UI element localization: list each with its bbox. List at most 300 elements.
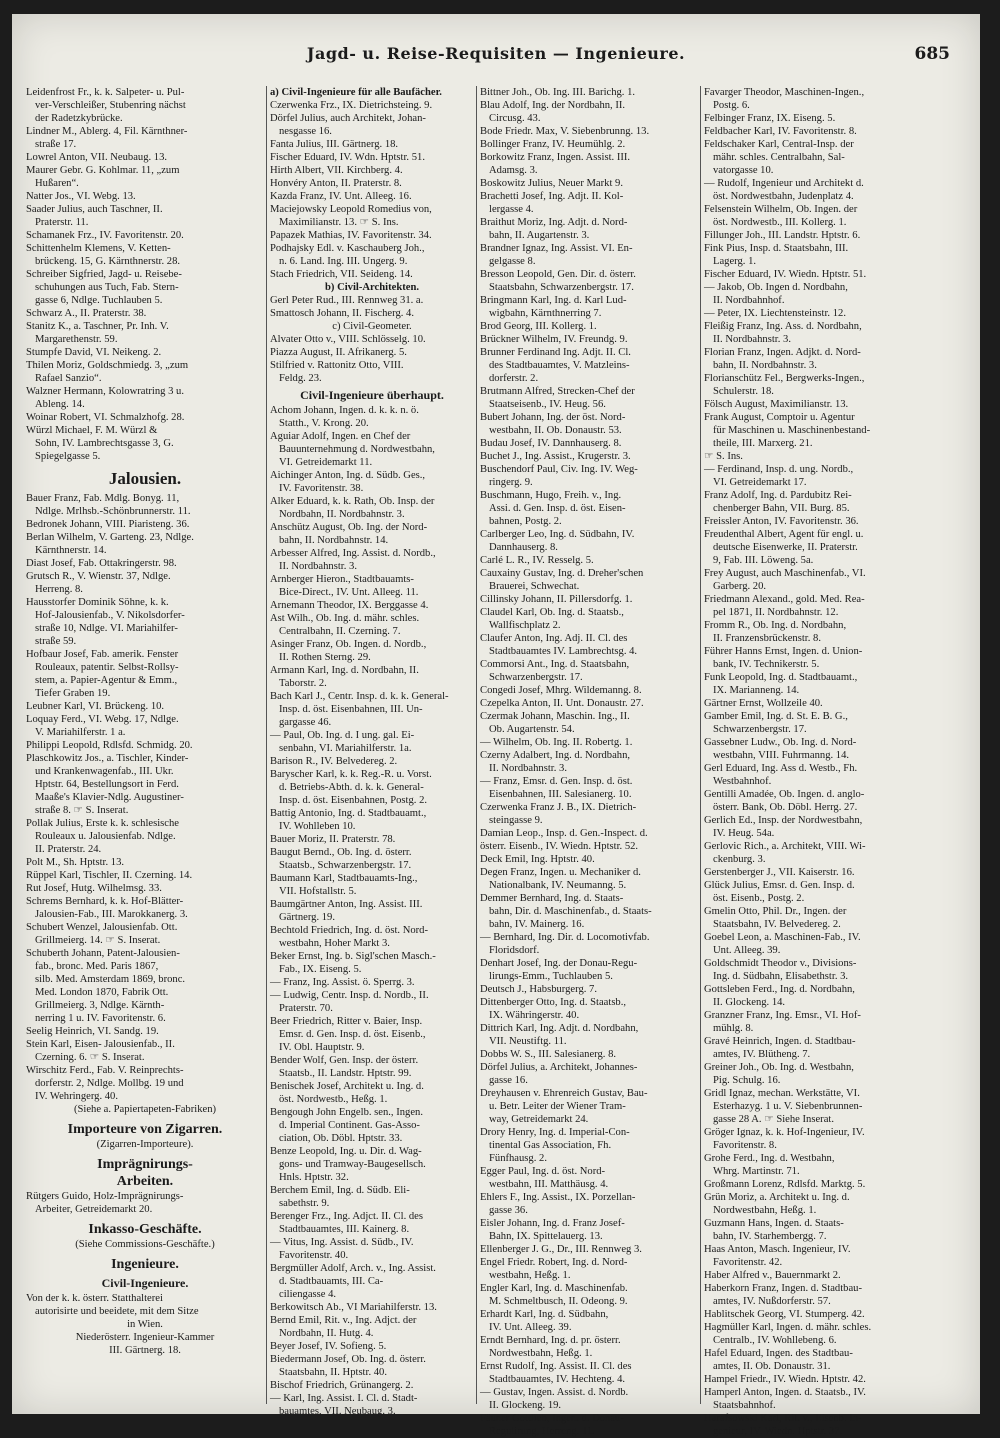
entry-line: VII. Hofstallstr. 5.	[279, 886, 357, 897]
entry-line: öst. Nordwestb., Heßg. 1.	[279, 1094, 388, 1105]
entry-line: Woinar Robert, VI. Schmalzhofg. 28.	[26, 412, 185, 423]
entry-line: Philippi Leopold, Rdlsfd. Schmidg. 20.	[26, 740, 193, 751]
entry-line: Brandner Ignaz, Ing. Assist. VI. En-	[480, 243, 633, 254]
entry-line: amtes, IV. Nußdorferstr. 57.	[713, 1296, 831, 1307]
entry-line: Felbinger Franz, IX. Eiseng. 5.	[704, 113, 836, 124]
entry-line: Berlan Wilhelm, V. Garteng. 23, Ndlge.	[26, 532, 194, 543]
entry-line: Ableng. 14.	[35, 399, 85, 410]
entry-line: Grutsch R., V. Wienstr. 37, Ndlge.	[26, 571, 171, 582]
entry-line: Staatsbahn, II. Hptstr. 40.	[279, 1367, 387, 1378]
entry-line: II. Franzensbrückenstr. 8.	[713, 633, 821, 644]
entry-line: schuhungen aus Tuch, Fab. Stern-	[35, 282, 179, 293]
entry-line: Czerwenka Frz., IX. Dietrichsteing. 9.	[270, 100, 433, 111]
section-heading: Imprägnirungs-	[97, 1157, 193, 1172]
entry-line: Thilen Moriz, Goldschmiedg. 3, „zum	[26, 360, 189, 371]
entry-line: VII. Neustiftg. 11.	[489, 1036, 567, 1047]
entry-line: Gröger Ignaz, k. k. Hof-Ingenieur, IV.	[704, 1127, 865, 1138]
entry-line: Funk Leopold, Ing. d. Stadtbauamt.,	[704, 672, 858, 683]
entry-line: Brachetti Josef, Ing. Adjt. II. Kol-	[480, 191, 624, 202]
entry-line: Czerning. 6. ☞ S. Inserat.	[35, 1052, 145, 1063]
entry-line: — Franz, Ing. Assist. ö. Sperrg. 3.	[270, 977, 415, 988]
entry-line: Fillunger Joh., III. Landstr. Hptstr. 6.	[704, 230, 861, 241]
entry-line: Bittner Joh., Ob. Ing. III. Barichg. 1.	[480, 87, 636, 98]
entry-line: fab., bronc. Med. Paris 1867,	[35, 961, 159, 972]
entry-line: Bengough John Engelb. sen., Ingen.	[270, 1107, 423, 1118]
entry-line: gasse 28 A. ☞ Siehe Inserat.	[713, 1114, 835, 1125]
entry-line: Gerlovic Rich., a. Architekt, VIII. Wi-	[704, 841, 866, 852]
entry-line: — Jakob, Ob. Ingen d. Nordbahn,	[704, 282, 848, 293]
entry-line: Dreyhausen v. Ehrenreich Gustav, Bau-	[480, 1088, 648, 1099]
entry-line: Granzner Franz, Ing. Emsr., VI. Hof-	[704, 1010, 861, 1021]
entry-line: Kazda Franz, IV. Unt. Alleeg. 16.	[270, 191, 412, 202]
entry-line: und Krankenwagenfab., III. Ukr.	[35, 766, 174, 777]
entry-line: (Zigarren-Importeure).	[96, 1139, 194, 1150]
entry-line: Favoritenstr. 42.	[713, 1257, 783, 1268]
entry-line: Blau Adolf, Ing. der Nordbahn, II.	[480, 100, 626, 111]
entry-line: Haberkorn Franz, Ingen. d. Stadtbau-	[704, 1283, 862, 1294]
entry-line: Schulerstr. 18.	[713, 386, 774, 397]
entry-line: Sohn, IV. Lambrechtsgasse 3, G.	[35, 438, 174, 449]
entry-line: mähr. schles. Centralbahn, Sal-	[713, 152, 845, 163]
entry-line: straße 8. ☞ S. Inserat.	[35, 805, 129, 816]
entry-line: Schittenhelm Klemens, V. Ketten-	[26, 243, 171, 254]
entry-line: Eisler Johann, Ing. d. Franz Josef-	[480, 1218, 625, 1229]
entry-line: Bauer Moriz, II. Praterstr. 78.	[270, 834, 396, 845]
entry-line: Staatseisenb., IV. Heug. 56.	[489, 399, 606, 410]
entry-line: öst. Nordwestbahn, Judenplatz 4.	[713, 191, 854, 202]
entry-line: Favoritenstr. 40.	[279, 1250, 349, 1261]
entry-line: Pollak Julius, Erste k. k. schlesische	[26, 818, 180, 829]
entry-line: Ernst Rudolf, Ing. Assist. II. Cl. des	[480, 1361, 632, 1372]
entry-line: Fäuner Gottlieb, Ingen. d. Donau-	[480, 1413, 624, 1424]
entry-line: amtes, II. Ob. Donaustr. 31.	[713, 1361, 831, 1372]
entry-line: Berchem Emil, Ing. d. Südb. Eli-	[270, 1185, 410, 1196]
entry-line: Fink Pius, Insp. d. Staatsbahn, III.	[704, 243, 849, 254]
entry-line: Carlberger Leo, Ing. d. Südbahn, IV.	[480, 529, 635, 540]
entry-line: Stanitz K., a. Taschner, Pr. Inh. V.	[26, 321, 169, 332]
entry-line: bahn, IV. Mainerg. 16.	[489, 919, 585, 930]
entry-line: straße 17.	[35, 139, 77, 150]
entry-line: Ellenberger J. G., Dr., III. Rennweg 3.	[480, 1244, 642, 1255]
entry-line: Arbesser Alfred, Ing. Assist. d. Nordb.,	[270, 548, 436, 559]
entry-line: (Siehe Commissions-Geschäfte.)	[75, 1239, 215, 1250]
entry-line: Podhajsky Edl. v. Kaschauberg Joh.,	[270, 243, 425, 254]
entry-line: Lowrel Anton, VII. Neubaug. 13.	[26, 152, 168, 163]
entry-line: gasse 36.	[489, 1205, 528, 1216]
entry-line: Berkowitsch Ab., VI Mariahilferstr. 13.	[270, 1302, 437, 1313]
entry-line: Tiefer Graben 19.	[35, 688, 111, 699]
entry-line: a) Civil-Ingenieure für alle Baufächer.	[270, 87, 442, 98]
entry-line: Feldschaker Karl, Central-Insp. der	[704, 139, 854, 150]
entry-line: Arbeiter, Getreidemarkt 20.	[35, 1204, 153, 1215]
entry-line: Nordwestbahn, Heßg. 1.	[489, 1348, 593, 1359]
entry-line: Felsenstein Wilhelm, Ob. Ingen. der	[704, 204, 858, 215]
entry-line: II. Glockeng. 14.	[713, 997, 786, 1008]
entry-line: Hampel Friedr., IV. Wiedn. Hptstr. 42.	[704, 1374, 866, 1385]
entry-line: Stilfried v. Rattonitz Otto, VIII.	[270, 360, 404, 371]
entry-line: (Siehe a. Papiertapeten-Fabriken)	[73, 1104, 217, 1115]
entry-line: — Vitus, Ing. Assist. d. Südb., IV.	[270, 1237, 414, 1248]
entry-line: gelgasse 8.	[489, 256, 536, 267]
entry-line: bahn, II. Nordbahnstr. 3.	[713, 360, 817, 371]
entry-line: Deutsch J., Habsburgerg. 7.	[480, 984, 598, 995]
entry-line: Staatsb., II. Landstr. Hptstr. 99.	[279, 1068, 412, 1079]
entry-line: Aguiar Adolf, Ingen. en Chef der	[270, 431, 411, 442]
entry-line: theile, III. Marxerg. 21.	[713, 438, 813, 449]
entry-line: Fünfhausg. 2.	[489, 1153, 547, 1164]
entry-line: stem, a. Papier-Agentur & Emm.,	[35, 675, 178, 686]
entry-line: II. Glockeng. 19.	[489, 1400, 562, 1411]
entry-line: III. Gärtnerg. 18.	[109, 1345, 181, 1356]
entry-line: c) Civil-Geometer.	[332, 321, 412, 332]
entry-line: Frey August, auch Maschinenfab., VI.	[704, 568, 866, 579]
entry-line: Bahn, IX. Spittelauerg. 13.	[489, 1231, 603, 1242]
entry-line: gons- und Tramway-Baugesellsch.	[279, 1159, 426, 1170]
entry-line: Beer Friedrich, Ritter v. Baier, Insp.	[270, 1016, 423, 1027]
entry-line: ckenburg. 3.	[713, 854, 766, 865]
entry-line: Barison R., IV. Belvedereg. 2.	[270, 756, 398, 767]
entry-line: Hptstr. 64, Bestellungsort in Ferd.	[35, 779, 179, 790]
entry-line: Kärnthnerstr. 14.	[35, 545, 107, 556]
entry-line: Bernd Emil, Rit. v., Ing. Adjct. der	[270, 1315, 417, 1326]
entry-line: Alvater Otto v., VIII. Schlösselg. 10.	[270, 334, 426, 345]
entry-line: Bringmann Karl, Ing. d. Karl Lud-	[480, 295, 627, 306]
entry-line: Bice-Direct., IV. Unt. Alleeg. 11.	[279, 587, 419, 598]
entry-line: Praterstr. 70.	[279, 1003, 333, 1014]
entry-line: Glück Julius, Emsr. d. Gen. Insp. d.	[704, 880, 855, 891]
entry-line: Rafael Sanzio“.	[35, 373, 102, 384]
entry-line: Staatsbahn, IV. Belvedereg. 2.	[713, 919, 841, 930]
entry-line: steingasse 9.	[489, 815, 543, 826]
entry-line: Hußaren“.	[35, 178, 79, 189]
entry-line: Papazek Mathias, IV. Favoritenstr. 34.	[270, 230, 432, 241]
entry-line: Rouleaux u. Jalousienfab. Ndlge.	[35, 831, 176, 842]
entry-line: Aichinger Anton, Ing. d. Südb. Ges.,	[270, 470, 426, 481]
entry-line: 9, Fab. III. Löweng. 5a.	[713, 555, 814, 566]
entry-line: Emsr. d. Gen. Insp. d. öst. Eisenb.,	[279, 1029, 426, 1040]
entry-line: — Paul, Ob. Ing. d. I ung. gal. Ei-	[270, 730, 415, 741]
entry-line: — Wilhelm, Ob. Ing. II. Robertg. 1.	[480, 737, 633, 748]
entry-line: d. Imperial Continent. Gas-Asso-	[279, 1120, 420, 1131]
entry-line: Hamperl Anton, Ingen. d. Staatsb., IV.	[704, 1387, 866, 1398]
entry-line: Buchet J., Ing. Assist., Krugerstr. 3.	[480, 451, 631, 462]
entry-line: Bechtold Friedrich, Ing. d. öst. Nord-	[270, 925, 428, 936]
entry-line: Dörfel Julius, a. Architekt, Johannes-	[480, 1062, 638, 1073]
entry-line: Borkowitz Franz, Ingen. Assist. III.	[480, 152, 631, 163]
entry-line: Ndlge. Mrlhsb.-Schönbrunnerstr. 11.	[35, 506, 191, 517]
entry-line: senbahn, VI. Mariahilferstr. 1a.	[279, 743, 412, 754]
entry-line: Stach Friedrich, VII. Seideng. 14.	[270, 269, 413, 280]
entry-line: Asinger Franz, Ob. Ingen. d. Nordb.,	[270, 639, 427, 650]
entry-line: IX. Währingerstr. 40.	[489, 1010, 580, 1021]
entry-line: Schuberth Johann, Patent-Jalousien-	[26, 948, 180, 959]
entry-line: Staatsb., Schwarzenbergstr. 17.	[279, 860, 412, 871]
entry-line: Bischof Friedrich, Grünangerg. 2.	[270, 1380, 414, 1391]
entry-line: Brunner Ferdinand Ing. Adjt. II. Cl.	[480, 347, 631, 358]
entry-line: II. Nordbahnstr. 3.	[713, 334, 791, 345]
entry-line: Unt. Alleeg. 39.	[713, 945, 781, 956]
entry-line: Drory Henry, Ing. d. Imperial-Con-	[480, 1127, 630, 1138]
entry-line: Staatsbahn, Schwarzenbergstr. 17.	[489, 282, 634, 293]
entry-line: Hagmüller Karl, Ingen. d. mähr. schles.	[704, 1322, 872, 1333]
entry-line: Westbahnhof.	[713, 776, 772, 787]
entry-line: Bauunternehmung d. Nordwestbahn,	[279, 444, 435, 455]
entry-line: Dannhauserg. 8.	[489, 542, 558, 553]
entry-line: Harafsowski Karl, Rit. v., Eisenb. In-	[704, 1413, 862, 1424]
column-3	[476, 86, 698, 1437]
entry-line: Congedi Josef, Mhrg. Wildemanng. 8.	[480, 685, 642, 696]
entry-line: Erndt Bernhard, Ing. d. pr. österr.	[480, 1335, 621, 1346]
entry-line: Garberg. 20.	[713, 581, 767, 592]
entry-line: Gamber Emil, Ing. d. St. E. B. G.,	[704, 711, 848, 722]
entry-line: Saader Julius, auch Taschner, II.	[26, 204, 163, 215]
entry-line: Rüppel Karl, Tischler, II. Czerning. 14.	[26, 870, 193, 881]
entry-line: Rütgers Guido, Holz-Imprägnirungs-	[26, 1191, 184, 1202]
entry-line: ver-Verschleißer, Stubenring nächst	[35, 100, 186, 111]
entry-line: Smattosch Johann, II. Fischerg. 4.	[270, 308, 414, 319]
entry-line: Favoritenstr. 8.	[713, 1140, 777, 1151]
entry-line: IV. Wohlleben 10.	[279, 821, 356, 832]
entry-line: Benze Leopold, Ing. u. Dir. d. Wag-	[270, 1146, 422, 1157]
entry-line: Centralb., IV. Wohllebeng. 6.	[713, 1335, 837, 1346]
entry-line: Guzmann Hans, Ingen. d. Staats-	[704, 1218, 844, 1229]
entry-line: Stumpfe David, VI. Neikeng. 2.	[26, 347, 162, 358]
entry-line: Lindner M., Ablerg. 4, Fil. Kärnthner-	[26, 126, 188, 137]
entry-line: Damian Leop., Insp. d. Gen.-Inspect. d.	[480, 828, 648, 839]
entry-line: silb. Med. Amsterdam 1869, bronc.	[35, 974, 186, 985]
entry-line: Czermak Johann, Maschin. Ing., II.	[480, 711, 630, 722]
entry-line: Cillinsky Johann, II. Pillersdorfg. 1.	[480, 594, 633, 605]
page-number: 685	[914, 44, 950, 64]
entry-line: Fromm R., Ob. Ing. d. Nordbahn,	[704, 620, 847, 631]
entry-line: Gerlich Ed., Insp. der Nordwestbahn,	[704, 815, 863, 826]
entry-line: Alker Eduard, k. k. Rath, Ob. Insp. der	[270, 496, 435, 507]
entry-line: Spiegelgasse 5.	[35, 451, 101, 462]
entry-line: Pig. Schulg. 16.	[713, 1075, 781, 1086]
entry-line: Baugut Bernd., Ob. Ing. d. österr.	[270, 847, 412, 858]
entry-line: Gassebner Ludw., Ob. Ing. d. Nord-	[704, 737, 857, 748]
entry-line: gasse 6, Ndlge. Tuchlauben 5.	[35, 295, 163, 306]
entry-line: Gravé Heinrich, Ingen. d. Stadtbau-	[704, 1036, 856, 1047]
entry-line: Fölsch August, Maximilianstr. 13.	[704, 399, 849, 410]
entry-line: Wallfischplatz 2.	[489, 620, 561, 631]
entry-line: Anschütz August, Ob. Ing. der Nord-	[270, 522, 428, 533]
entry-line: Hnls. Hptstr. 32.	[279, 1172, 349, 1183]
entry-line: Braithut Moriz, Ing. Adjt. d. Nord-	[480, 217, 628, 228]
entry-line: Postg. 6.	[713, 100, 750, 111]
entry-line: d. Stadtbauamts, III. Ca-	[279, 1276, 384, 1287]
entry-line: — Karl, Ing. Assist. I. Cl. d. Stadt-	[270, 1393, 418, 1404]
entry-line: öst. Eisenb., Postg. 2.	[713, 893, 805, 904]
entry-line: Dittenberger Otto, Ing. d. Staatsb.,	[480, 997, 627, 1008]
entry-line: amtes, IV. Blütheng. 7.	[713, 1049, 811, 1060]
entry-line: Favarger Theodor, Maschinen-Ingen.,	[704, 87, 865, 98]
entry-line: tinental Gas Association, Fh.	[489, 1140, 612, 1151]
entry-line: IV. Wehringerg. 40.	[35, 1091, 119, 1102]
entry-line: straße 59.	[35, 636, 77, 647]
entry-line: Gärtner Ernst, Wollzeile 40.	[704, 698, 823, 709]
entry-line: Florian Franz, Ingen. Adjkt. d. Nord-	[704, 347, 861, 358]
entry-line: Grillmeierg. 3, Ndlge. Kärnth-	[35, 1000, 165, 1011]
entry-line: Hablitschek Georg, VI. Stumperg. 42.	[704, 1309, 865, 1320]
entry-line: Arnberger Hieron., Stadtbauamts-	[270, 574, 414, 585]
entry-line: Bollinger Franz, IV. Heumühlg. 2.	[480, 139, 626, 150]
entry-line: Berenger Frz., Ing. Adjct. II. Cl. des	[270, 1211, 423, 1222]
entry-line: Carlé L. R., IV. Resselg. 5.	[480, 555, 594, 566]
column-2	[266, 86, 474, 1417]
entry-line: u. Betr. Leiter der Wiener Tram-	[489, 1101, 626, 1112]
entry-line: Wirschitz Ferd., Fab. V. Reinprechts-	[26, 1065, 184, 1076]
entry-line: Bresson Leopold, Gen. Dir. d. österr.	[480, 269, 636, 280]
entry-line: österr. Bank, Ob. Döbl. Herrg. 27.	[713, 802, 858, 813]
entry-line: Schreiber Sigfried, Jagd- u. Reisebe-	[26, 269, 182, 280]
entry-line: Fleißig Franz, Ing. Ass. d. Nordbahn,	[704, 321, 862, 332]
entry-line: nerring 1 u. IV. Favoritenstr. 6.	[35, 1013, 166, 1024]
section-heading: Arbeiten.	[116, 1174, 174, 1189]
entry-line: Stadtbauamtes IV. Lambrechtsg. 4.	[489, 646, 638, 657]
entry-line: der Radetzkybrücke.	[35, 113, 123, 124]
entry-line: Hof-Jalousienfab., V. Nikolsdorfer-	[35, 610, 185, 621]
entry-line: IX. Marianneng. 14.	[713, 685, 800, 696]
entry-line: chenberger Bahn, VII. Burg. 85.	[713, 503, 850, 514]
entry-line: Ehlers F., Ing. Assist., IX. Porzellan-	[480, 1192, 636, 1203]
entry-line: Florianschütz Fel., Bergwerks-Ingen.,	[704, 373, 865, 384]
entry-line: II. Nordbahnstr. 3.	[489, 763, 567, 774]
entry-line: Maciejowsky Leopold Romedius von,	[270, 204, 432, 215]
entry-line: Brückner Wilhelm, IV. Freundg. 9.	[480, 334, 628, 345]
entry-line: Leubner Karl, VI. Brückeng. 10.	[26, 701, 165, 712]
entry-line: Polt M., Sh. Hptstr. 13.	[26, 857, 125, 868]
entry-line: Seelig Heinrich, VI. Sandg. 19.	[26, 1026, 159, 1037]
entry-line: Dobbs W. S., III. Salesianerg. 8.	[480, 1049, 617, 1060]
entry-line: Leidenfrost Fr., k. k. Salpeter- u. Pul-	[26, 87, 185, 98]
entry-line: — Peter, IX. Liechtensteinstr. 12.	[704, 308, 846, 319]
entry-line: westbahn, III. Matthäusg. 4.	[489, 1179, 609, 1190]
entry-line: Ob. Augartenstr. 54.	[489, 724, 575, 735]
entry-line: Schwarzenbergstr. 17.	[713, 724, 807, 735]
entry-line: Bach Karl J., Centr. Insp. d. k. k. General-	[270, 691, 449, 702]
entry-line: Freissler Anton, IV. Favoritenstr. 36.	[704, 516, 859, 527]
entry-line: Assi. d. Gen. Insp. d. öst. Eisen-	[489, 503, 626, 514]
entry-line: deutsche Eisenwerke, II. Praterstr.	[713, 542, 858, 553]
entry-line: Esterhazyg. 1 u. V. Siebenbrunnen-	[713, 1101, 863, 1112]
entry-line: M. Schmeltbusch, II. Odeong. 9.	[489, 1296, 628, 1307]
entry-line: gasse 16.	[489, 1075, 528, 1086]
entry-line: Baumgärtner Anton, Ing. Assist. III.	[270, 899, 423, 910]
entry-line: autorisirte und beeidete, mit dem Sitze	[35, 1306, 199, 1317]
entry-line: VI. Getreidemarkt 17.	[713, 477, 807, 488]
entry-line: lirungs-Emm., Tuchlauben 5.	[489, 971, 613, 982]
entry-line: Brod Georg, III. Kollerg. 1.	[480, 321, 597, 332]
entry-line: Boskowitz Julius, Neuer Markt 9.	[480, 178, 624, 189]
entry-line: Baumann Karl, Stadtbauamts-Ing.,	[270, 873, 418, 884]
entry-line: Piazza August, II. Afrikanerg. 5.	[270, 347, 407, 358]
entry-line: westbahn, Hoher Markt 3.	[279, 938, 390, 949]
entry-line: d. Betriebs-Abth. d. k. k. General-	[279, 782, 424, 793]
entry-line: Natter Jos., VI. Webg. 13.	[26, 191, 136, 202]
entry-line: IV. Favoritenstr. 38.	[279, 483, 364, 494]
entry-line: Adamsg. 3.	[489, 165, 538, 176]
section-heading: Inkasso-Geschäfte.	[88, 1222, 202, 1237]
entry-line: Schwarzenbergstr. 17.	[489, 672, 583, 683]
entry-line: Schwarz A., II. Praterstr. 38.	[26, 308, 147, 319]
entry-line: Floridsdorf.	[489, 945, 540, 956]
entry-line: Whrg. Martinstr. 71.	[713, 1166, 800, 1177]
section-heading: Civil-Ingenieure.	[101, 1276, 189, 1290]
entry-line: Niederösterr. Ingenieur-Kammer	[75, 1332, 215, 1343]
entry-line: westbahn, II. Ob. Donaustr. 53.	[489, 425, 622, 436]
entry-line: westbahn, VIII. Fuhrmanng. 14.	[713, 750, 850, 761]
entry-line: way, Getreidemarkt 24.	[489, 1114, 589, 1125]
entry-line: — Franz, Emsr. d. Gen. Insp. d. öst.	[480, 776, 633, 787]
entry-line: Gerl Eduard, Ing. Ass d. Westb., Fh.	[704, 763, 858, 774]
entry-line: Grillmeierg. 14. ☞ S. Inserat.	[35, 935, 161, 946]
entry-line: V. Mariahilferstr. 1 a.	[35, 727, 126, 738]
entry-line: Haber Alfred v., Bauernmarkt 2.	[704, 1270, 841, 1281]
entry-line: Gerstenberger J., VII. Kaiserstr. 16.	[704, 867, 855, 878]
entry-line: Beyer Josef, IV. Sofieng. 5.	[270, 1341, 387, 1352]
entry-line: Bergmüller Adolf, Arch. v., Ing. Assist.	[270, 1263, 436, 1274]
entry-line: bahn, Dir. d. Maschinenfab., d. Staats-	[489, 906, 652, 917]
entry-line: — Gustav, Ingen. Assist. d. Nordb.	[480, 1387, 629, 1398]
entry-line: Baryscher Karl, k. k. Reg.-R. u. Vorst.	[270, 769, 432, 780]
entry-line: Grün Moriz, a. Architekt u. Ing. d.	[704, 1192, 850, 1203]
entry-line: Jalousien-Fab., III. Marokkanerg. 3.	[35, 909, 188, 920]
entry-line: Bauer Franz, Fab. Mdlg. Bonyg. 11,	[26, 493, 180, 504]
entry-line: Buschendorf Paul, Civ. Ing. IV. Weg-	[480, 464, 638, 475]
entry-line: Erhardt Karl, Ing. d. Südbahn,	[480, 1309, 609, 1320]
entry-line: Engler Karl, Ing. d. Maschinenfab.	[480, 1283, 628, 1294]
entry-line: Claufer Anton, Ing. Adj. II. Cl. des	[480, 633, 628, 644]
entry-line: Schubert Wenzel, Jalousienfab. Ott.	[26, 922, 178, 933]
entry-line: genieur, IV. Wiedn. Hptstr. 37.	[713, 1426, 843, 1437]
entry-line: Centralbahn, II. Czerning. 7.	[279, 626, 401, 637]
directory-page	[12, 14, 980, 1437]
entry-line: Bender Wolf, Gen. Insp. der österr.	[270, 1055, 419, 1066]
entry-line: Stadtbauamtes, III. Kainerg. 8.	[279, 1224, 410, 1235]
entry-line: Arnemann Theodor, IX. Berggasse 4.	[270, 600, 429, 611]
entry-line: Bode Friedr. Max, V. Siebenbrunng. 13.	[480, 126, 650, 137]
entry-line: Gentilli Amadée, Ob. Ingen. d. anglo-	[704, 789, 865, 800]
entry-line: Franz Adolf, Ing. d. Pardubitz Rei-	[704, 490, 852, 501]
entry-line: Beker Ernst, Ing. b. Sigl'schen Masch.-	[270, 951, 436, 962]
entry-line: b) Civil-Architekten.	[325, 282, 419, 293]
entry-line: Egger Paul, Ing. d. öst. Nord-	[480, 1166, 606, 1177]
entry-line: Gottsleben Ferd., Ing. d. Nordbahn,	[704, 984, 855, 995]
entry-line: Margarethenstr. 59.	[35, 334, 118, 345]
entry-line: Armann Karl, Ing. d. Nordbahn, II.	[270, 665, 419, 676]
entry-line: Claudel Karl, Ob. Ing. d. Staatsb.,	[480, 607, 624, 618]
entry-line: Grohe Ferd., Ing. d. Westbahn,	[704, 1153, 835, 1164]
entry-line: — Bernhard, Ing. Dir. d. Locomotivfab.	[480, 932, 650, 943]
entry-line: Insp. d. öst. Eisenbahnen, Postg. 2.	[279, 795, 428, 806]
entry-line: Brauerei, Schwechat.	[489, 581, 580, 592]
entry-line: Goldschmidt Theodor v., Divisions-	[704, 958, 857, 969]
running-title: Jagd- u. Reise-Requisiten — Ingenieure.	[306, 44, 686, 63]
entry-line: Großmann Lorenz, Rdlsfd. Marktg. 5.	[704, 1179, 866, 1190]
entry-line: — Ferdinand, Insp. d. ung. Nordb.,	[704, 464, 854, 475]
entry-line: IV. Obl. Hauptstr. 9.	[279, 1042, 365, 1053]
entry-line: dorferstr. 2, Ndlge. Mollbg. 19 und	[35, 1078, 184, 1089]
entry-line: Deck Emil, Ing. Hptstr. 40.	[480, 854, 595, 865]
entry-line: Feldbacher Karl, IV. Favoritenstr. 8.	[704, 126, 857, 137]
entry-line: Walzner Hermann, Kolowratring 3 u.	[26, 386, 185, 397]
entry-line: II. Rothen Sterng. 29.	[279, 652, 371, 663]
section-heading: Ingenieure.	[111, 1257, 179, 1272]
entry-line: ciliengasse 4.	[279, 1289, 337, 1300]
entry-line: II. Nordbahnstr. 3.	[279, 561, 357, 572]
entry-line: ☞ S. Ins.	[704, 451, 743, 462]
